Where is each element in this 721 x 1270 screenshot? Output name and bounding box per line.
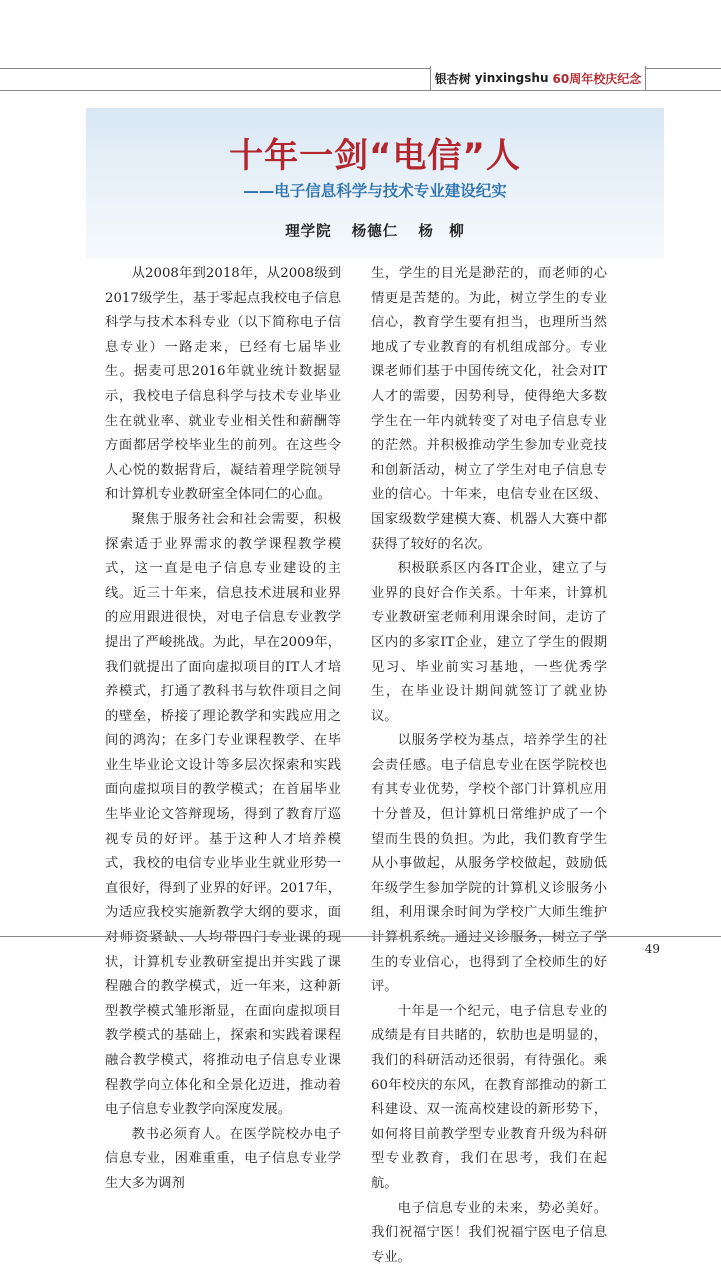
paragraph: 积极联系区内各IT企业，建立了与业界的良好合作关系。十年来，计算机专业教研室老师利用课余时间，走访了区内的多家IT企业，建立了学生的假期见习、毕业前实习基地，一些优秀学生，在毕业设计期间就签订了就业协议。 <box>371 561 607 724</box>
paragraph: 以服务学校为基点，培养学生的社会责任感。电子信息专业在医学院校也有其专业优势，学校个部门计算机应用十分普及，但计算机日常维护成了一个望而生畏的负担。为此，我们教育学生从小事做起，从服务学校做起，鼓励低年级学生参加学院的计算机义诊服务小组，利用课余时间为学校广大师生维护计算机系统。通过义诊服务，树立了学生的专业信心，也得到了全校师生的好评。 <box>371 733 607 995</box>
paragraph: 聚焦于服务社会和社会需要，积极探索适于业界需求的教学课程教学模式，这一直是电子信息专业建设的主线。近三十年来，信息技术进展和业界的应用跟进很快，对电子信息专业教学提出了严峻挑战。为此，早在2009年，我们就提出了面向虚拟项目的IT人才培养模式，打通了教科书与软件项目之间的壁垒，桥接了理论教学和实践应用之间的鸿沟；在多门专业课程教学、在毕业生毕业论文设计等多层次探索和实践面向虚拟项目的教学模式；在首届毕业生毕业论文答辩现场，得到了教育厅巡视专员的好评。基于这种人才培养模式，我校的电信专业毕业生就业形势一直很好，得到了业界的好评。2017年，为适应我校实施新教学大纲的要求，面对师资紧缺、人均带四门专业课的现状，计算机专业教研室提出并实践了课程融合的教学模式，近一年来，这种新型教学模式雏形渐显，在面向虚拟项目教学模式的基础上，探索和实践着课程融合教学模式，将推动电子信息专业课程教学向立体化和全景化迈进，推动着电子信息专业教学向深度发展。 <box>105 511 341 1118</box>
journal-name-cn: 银杏树 <box>434 71 471 86</box>
anniversary-label: 60周年校庆纪念 <box>552 71 642 86</box>
paragraph: 电子信息专业的未来，势必美好。我们祝福宁医！我们祝福宁医电子信息专业。 <box>371 1200 607 1265</box>
author-unit: 理学院 <box>285 223 332 240</box>
paragraph: 生，学生的目光是渺茫的，而老师的心情更是苦楚的。为此，树立学生的专业信心，教育学生要有担当，也理所当然地成了专业教育的有机组成部分。专业课老师们基于中国传统文化，社会对IT人才的需要，因势利导，使得绝大多数学生在一年内就转变了对电子信息专业的茫然。并积极推动学生参加专业竞技和创新活动，树立了学生对电子信息专业的信心。十年来，电信专业在区级、国家级数学建模大赛、机器人大赛中都获得了较好的名次。 <box>371 266 607 552</box>
paragraph: 教书必须育人。在医学院校办电子信息专业，困难重重，电子信息专业学生大多为调剂 <box>105 1126 341 1191</box>
footer-rule <box>0 936 721 937</box>
author-name: 杨 柳 <box>418 223 465 240</box>
page-number: 49 <box>644 942 660 956</box>
author-name: 杨德仁 <box>351 223 399 240</box>
article-title: 十年一剑“电信”人 <box>229 136 521 176</box>
running-header <box>430 66 646 90</box>
paragraph: 从2008年到2018年，从2008级到2017级学生，基于零起点我校电子信息科学与技术本科专业（以下简称电子信息专业）一路走来，已经有七届毕业生。据麦可思2016年就业统计数据显示，我校电子信息科学与技术专业毕业生在就业率、就业专业相关性和薪酬等方面都居学校毕业生的前列。在这些令人心悦的数据背后，凝结着理学院领导和计算机专业教研室全体同仁的心血。 <box>105 266 341 503</box>
paragraph: 十年是一个纪元，电子信息专业的成绩是有目共睹的，软肋也是明显的，我们的科研活动还很弱，有待强化。乘60年校庆的东风，在教育部推动的新工科建设、双一流高校建设的新形势下，如何将目前教学型专业教育升级为科研型专业教育，我们在思考，我们在起航。 <box>371 1003 607 1191</box>
header-rule-bottom <box>0 90 721 91</box>
article-subtitle: ——电子信息科学与技术专业建设纪实 <box>243 182 507 200</box>
author-line <box>86 220 664 241</box>
right-column <box>371 262 607 1270</box>
journal-name-en: yinxingshu <box>474 71 549 85</box>
left-column <box>105 262 341 1197</box>
